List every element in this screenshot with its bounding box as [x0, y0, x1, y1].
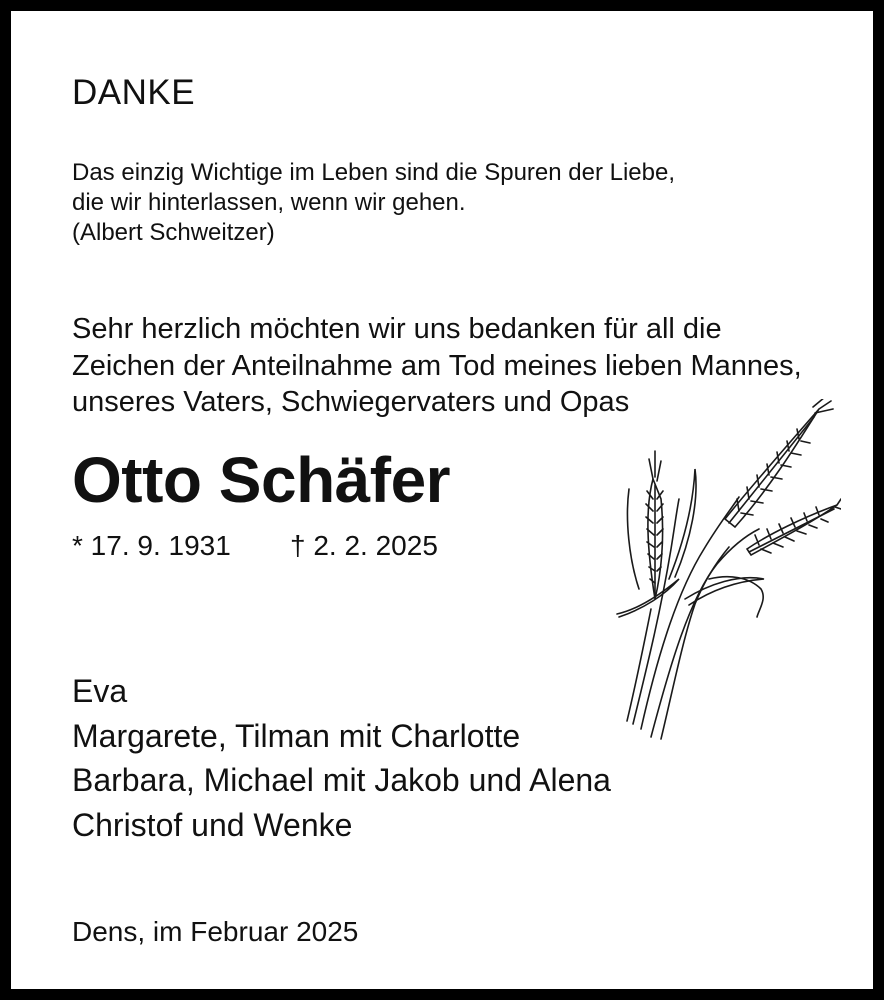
thanks-line: Zeichen der Anteilnahme am Tod meines lieben Mannes, — [72, 349, 802, 382]
family-signatures — [72, 669, 611, 847]
quote-line: Das einzig Wichtige im Leben sind die Spuren der Liebe, — [72, 159, 676, 186]
birth-date: * 17. 9. 1931 — [72, 530, 231, 561]
place-and-date: Dens, im Februar 2025 — [72, 916, 359, 947]
deceased-name: Otto Schäfer — [72, 444, 451, 516]
quote-author: (Albert Schweitzer) — [72, 219, 275, 246]
family-line: Christof und Wenke — [72, 806, 353, 843]
quote-line: die wir hinterlassen, wenn wir gehen. — [72, 189, 466, 216]
family-line: Eva — [72, 673, 128, 709]
quote-block — [72, 158, 675, 248]
wheat-ears-icon — [609, 399, 841, 744]
thanks-line: Sehr herzlich möchten wir uns bedanken für all die — [72, 313, 722, 345]
notice-heading: DANKE — [72, 73, 196, 112]
family-line: Margarete, Tilman mit Charlotte — [72, 717, 521, 754]
life-dates — [72, 530, 438, 562]
family-line: Barbara, Michael mit Jakob und Alena — [72, 762, 611, 798]
death-date: † 2. 2. 2025 — [290, 530, 438, 561]
thanks-line: unseres Vaters, Schwiegervaters und Opas — [72, 386, 630, 418]
